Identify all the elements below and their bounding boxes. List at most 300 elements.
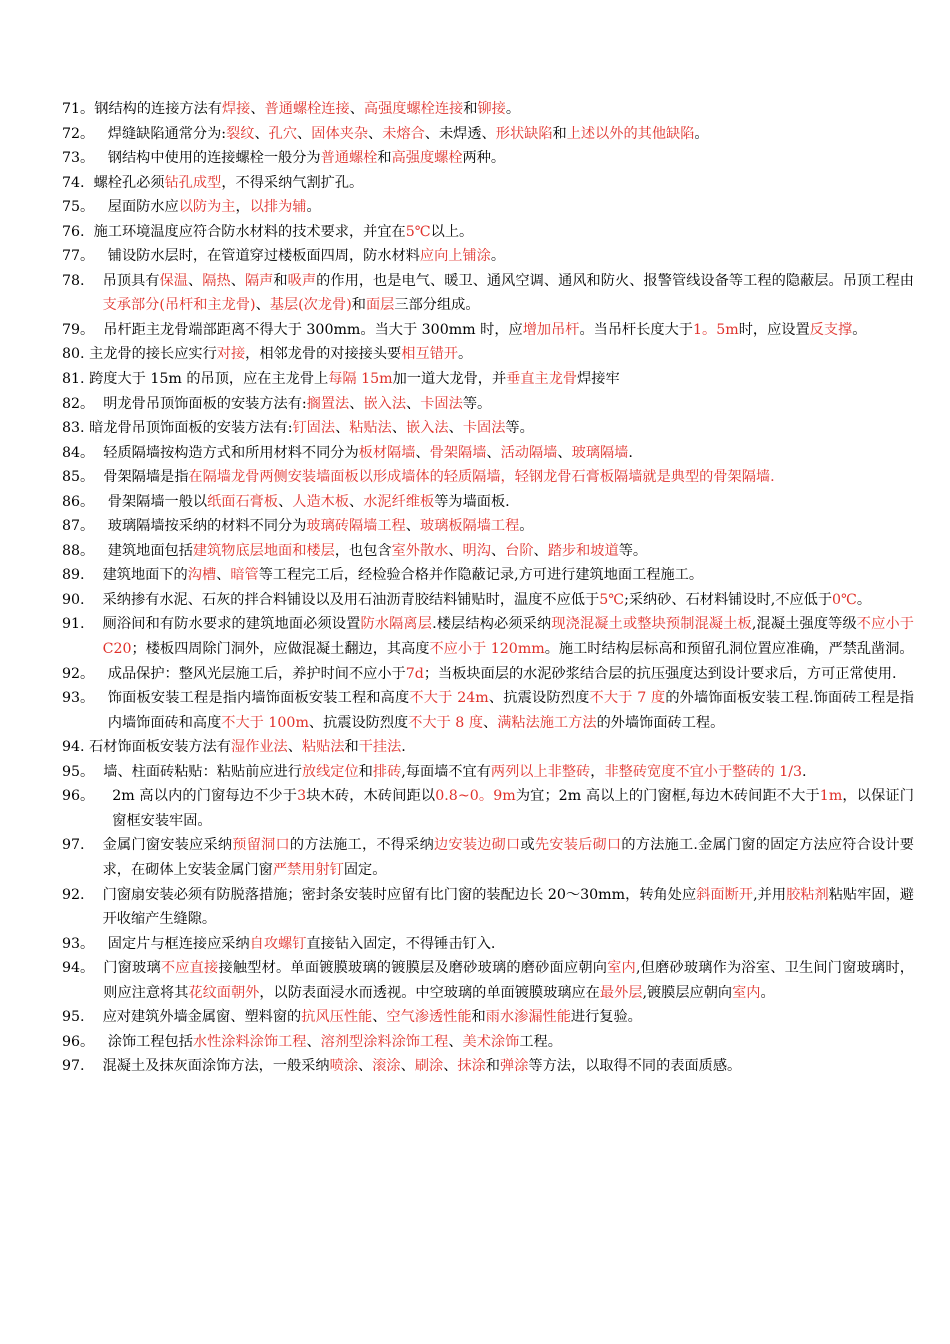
highlighted-term: 沟槽 — [187, 567, 217, 584]
plain-text: 块木砖，木砖间距以 — [306, 788, 436, 805]
plain-text: 轻质隔墙按构造方式和所用材料不同分为 — [103, 444, 359, 461]
plain-text: ,但磨砂玻璃作为浴室、卫生间门窗玻璃时，则应注意将其 — [103, 960, 914, 1001]
plain-text: 、 — [490, 542, 506, 559]
item-text — [103, 1005, 914, 1030]
list-item — [62, 195, 914, 220]
plain-text: 屋面防水应 — [107, 199, 179, 216]
item-number: 82。 — [62, 395, 104, 412]
plain-text: ， — [590, 763, 605, 780]
item-number: 92。 — [62, 665, 108, 682]
plain-text: ,并用 — [753, 886, 787, 903]
list-item — [62, 318, 914, 343]
highlighted-term: 保温 — [159, 272, 189, 289]
highlighted-term: 花纹面朝外 — [188, 984, 260, 1001]
highlighted-term: 明沟 — [462, 542, 491, 559]
highlighted-term: 7d — [405, 665, 424, 682]
plain-text: 主龙骨的接长应实行 — [89, 346, 217, 363]
plain-text: ,每面墙不宜有 — [401, 763, 491, 780]
highlighted-term: 非整砖宽度不宜小于整砖的 1/3 — [604, 763, 803, 780]
highlighted-term: 嵌入法 — [363, 395, 407, 412]
item-number: 78. — [62, 272, 103, 289]
highlighted-term: 1m — [819, 788, 843, 805]
item-text — [112, 784, 914, 833]
plain-text: 、抗震设防烈度 — [308, 714, 409, 731]
plain-text: 厕浴间和有防水要求的建筑地面必须设置 — [102, 616, 361, 633]
plain-text: 和 — [344, 739, 359, 756]
item-text — [108, 195, 914, 220]
highlighted-term: 隔声 — [244, 272, 274, 289]
highlighted-term: 水泥纤维板 — [363, 493, 435, 510]
highlighted-term: 搁置法 — [306, 395, 350, 412]
list-item — [62, 220, 914, 245]
plain-text: 和 — [358, 763, 373, 780]
highlighted-term: 形状缺陷 — [495, 125, 553, 142]
plain-text: 、 — [254, 125, 269, 142]
item-number: 75。 — [62, 199, 108, 216]
highlighted-term: 以防为主 — [178, 199, 236, 216]
plain-text: 等。 — [505, 420, 534, 437]
plain-text: 时，应设置 — [738, 321, 810, 338]
highlighted-term: 未熔合 — [382, 125, 425, 142]
item-number: 84。 — [62, 444, 104, 461]
plain-text: 、 — [443, 1058, 458, 1075]
plain-text: 。施工时结构层标高和预留孔洞位置应准确，严禁乱凿洞。 — [544, 641, 914, 658]
list-item — [62, 539, 914, 564]
plain-text: 建筑地面下的 — [102, 567, 188, 584]
plain-text: 两种。 — [462, 150, 506, 167]
list-item — [62, 514, 914, 539]
highlighted-term: 固体夹杂 — [311, 125, 369, 142]
item-text — [94, 97, 914, 122]
highlighted-term: 相互错开 — [401, 346, 459, 363]
list-item — [62, 563, 914, 588]
plain-text: 焊缝缺陷通常分为: — [107, 125, 227, 142]
item-text — [89, 342, 914, 367]
plain-text: 、 — [448, 542, 463, 559]
item-number: 95。 — [62, 763, 104, 780]
plain-text: .楼层结构必须采纳 — [432, 616, 552, 633]
highlighted-term: 严禁用射钉 — [272, 861, 344, 878]
item-number: 73。 — [62, 150, 108, 167]
item-number: 96。 — [62, 1033, 108, 1050]
list-item — [62, 490, 914, 515]
plain-text: 等。 — [618, 542, 648, 559]
highlighted-term: 吸声 — [287, 272, 317, 289]
item-number: 88。 — [62, 542, 108, 559]
plain-text: 、 — [335, 420, 350, 437]
highlighted-term: 台阶 — [505, 542, 534, 559]
plain-text: 石材饰面板安装方法有 — [89, 739, 231, 756]
plain-text: 、 — [486, 444, 501, 461]
highlighted-term: 预留洞口 — [232, 837, 290, 854]
highlighted-term: 弹涂 — [500, 1058, 529, 1075]
highlighted-term: 不应小于 C20 — [102, 616, 914, 658]
plain-text: 、 — [230, 272, 245, 289]
highlighted-term: 应向上铺涂 — [419, 248, 491, 265]
plain-text: 骨架隔墙是指 — [103, 469, 189, 486]
highlighted-term: 5℃ — [405, 223, 431, 240]
item-text — [103, 1054, 914, 1079]
plain-text: 。 — [505, 101, 521, 117]
list-item — [62, 342, 914, 367]
plain-text: 。 — [519, 518, 534, 535]
highlighted-term: 3 — [297, 788, 307, 805]
plain-text: 等方法，以取得不同的表面质感。 — [528, 1058, 742, 1075]
item-text — [89, 416, 914, 441]
item-text — [108, 539, 914, 564]
plain-text: 涂饰工程包括 — [107, 1033, 193, 1050]
item-number: 86。 — [62, 493, 108, 510]
plain-text: 吊杆距主龙骨端部距离不得大于 300mm。当大于 300mm 时，应 — [103, 321, 523, 338]
plain-text: 、 — [278, 493, 293, 510]
item-number: 85。 — [62, 469, 104, 486]
plain-text: 玻璃隔墙按采纳的材料不同分为 — [107, 518, 307, 535]
item-number: 93。 — [62, 935, 108, 952]
plain-text: 等为墙面板. — [434, 493, 510, 510]
highlighted-term: 踏步和坡道 — [547, 542, 619, 559]
plain-text: 施工环境温度应符合防水材料的技术要求，并宜在 — [93, 223, 406, 240]
item-text — [103, 612, 914, 661]
plain-text: 的作用，也是电气、暖卫、通风空调、通风和防火、报警管线设备等工程的隐蔽层。吊顶工程由 — [316, 272, 914, 289]
plain-text: 和 — [273, 272, 288, 289]
highlighted-term: 垂直主龙骨 — [506, 371, 578, 388]
plain-text: 或 — [520, 837, 535, 854]
highlighted-term: 两列以上非整砖 — [490, 763, 591, 780]
plain-text: 、 — [297, 125, 312, 142]
plain-text: 、 — [448, 420, 463, 437]
plain-text: 、 — [255, 297, 270, 314]
item-text — [108, 146, 914, 171]
highlighted-term: 高强度螺栓 — [391, 150, 463, 167]
highlighted-term: 卡固法 — [420, 395, 463, 412]
highlighted-term: 反支撑 — [809, 321, 853, 338]
plain-text: 接触型材。单面镀膜玻璃的镀膜层及磨砂玻璃的磨砂面应朝向 — [218, 960, 608, 977]
list-item — [62, 662, 914, 687]
item-number: 76. — [62, 223, 94, 240]
highlighted-term: 面层 — [365, 297, 395, 314]
item-number: 95. — [62, 1009, 103, 1026]
plain-text: 、 — [400, 1058, 415, 1075]
plain-text: 为宜；2m 高以上的门窗框,每边木砖间距不大于 — [515, 788, 820, 805]
item-text — [94, 171, 914, 196]
list-item — [62, 784, 914, 833]
item-number: 81. — [62, 371, 90, 388]
plain-text: 、 — [557, 444, 572, 461]
list-item — [62, 97, 914, 122]
plain-text: 和 — [351, 297, 366, 314]
plain-text: . — [401, 739, 406, 756]
highlighted-term: 不大于 7 度 — [589, 690, 666, 707]
highlighted-term: 不大于 24m — [409, 690, 489, 707]
highlighted-term: 室外散水 — [391, 542, 449, 559]
plain-text: 加一道大龙骨，并 — [392, 371, 507, 388]
item-text — [94, 220, 914, 245]
list-item — [62, 932, 914, 957]
item-number: 93。 — [62, 690, 108, 707]
plain-text: 工程。 — [519, 1033, 562, 1050]
plain-text: 、 — [349, 101, 364, 117]
list-item — [62, 269, 914, 318]
plain-text: ，不得采纳气割扩孔。 — [221, 174, 364, 191]
item-number: 92. — [62, 886, 103, 903]
item-text — [103, 318, 914, 343]
item-text — [103, 883, 914, 932]
item-number: 71。 — [62, 101, 95, 117]
plain-text: 焊接牢 — [577, 371, 620, 388]
item-number: 77。 — [62, 248, 108, 265]
highlighted-term: 玻璃隔墙 — [571, 444, 629, 461]
plain-text: 2m 高以内的门窗每边不少于 — [112, 788, 298, 805]
highlighted-term: 不大于 100m — [221, 714, 309, 731]
highlighted-term: 高强度螺栓连接 — [363, 101, 464, 117]
plain-text: 的方法施工.金属门窗的固定方法应符合设计要求，在砌体上安装金属门窗 — [102, 837, 914, 878]
list-item — [62, 833, 914, 882]
plain-text: 门窗扇安装必须有防脱落措施；密封条安装时应留有比门窗的装配边长 20～30mm，转角处应 — [102, 886, 697, 903]
highlighted-term: 孔穴 — [268, 125, 298, 142]
item-number: 91. — [62, 616, 103, 633]
highlighted-term: 刷涂 — [414, 1058, 444, 1075]
plain-text: 、 — [287, 739, 302, 756]
plain-text: 。当吊杆长度大于 — [579, 321, 693, 338]
plain-text: 。 — [852, 321, 867, 338]
item-number: 89. — [62, 567, 103, 584]
highlighted-term: 空气渗透性能 — [386, 1009, 472, 1026]
highlighted-term: 滚涂 — [372, 1058, 401, 1075]
plain-text: . — [802, 763, 807, 780]
highlighted-term: 隔热 — [202, 272, 231, 289]
list-item — [62, 735, 914, 760]
plain-text: 、未焊透、 — [424, 125, 496, 142]
plain-text: 墙、柱面砖粘贴：粘贴前应进行 — [103, 763, 302, 780]
plain-text: ;采纳砂、石材料铺设时,不应低于 — [624, 591, 833, 608]
highlighted-term: 0℃ — [832, 591, 857, 608]
plain-text: 。 — [856, 591, 872, 608]
list-item — [62, 441, 914, 466]
plain-text: 吊顶具有 — [102, 272, 160, 289]
list-item — [62, 465, 914, 490]
highlighted-term: 人造木板 — [292, 493, 350, 510]
plain-text: 明龙骨吊顶饰面板的安装方法有: — [103, 395, 307, 412]
item-text — [108, 932, 914, 957]
highlighted-term: 斜面断开 — [696, 886, 754, 903]
highlighted-term: 焊接 — [221, 101, 251, 117]
plain-text: 、 — [216, 567, 231, 584]
highlighted-term: 干挂法 — [358, 739, 402, 756]
item-text — [103, 441, 914, 466]
highlighted-term: 1。5m — [693, 321, 739, 338]
plain-text: 应对建筑外墙金属窗、塑料窗的 — [102, 1009, 302, 1026]
item-text — [103, 269, 914, 318]
highlighted-term: 不应直接 — [160, 960, 219, 977]
item-number: 72。 — [62, 125, 108, 142]
plain-text: 、 — [405, 518, 420, 535]
highlighted-term: 板材隔墙 — [358, 444, 416, 461]
highlighted-term: 抗风压性能 — [301, 1009, 373, 1026]
highlighted-term: 玻璃板隔墙工程 — [419, 518, 520, 535]
highlighted-term: 活动隔墙 — [500, 444, 558, 461]
plain-text: 和 — [463, 101, 478, 117]
highlighted-term: 钻孔成型 — [164, 174, 222, 191]
plain-text: 采纳掺有水泥、石灰的拌合料铺设以及用石油沥青胶结料铺贴时，温度不应低于 — [102, 591, 600, 608]
item-text — [108, 244, 914, 269]
item-text — [108, 490, 914, 515]
list-item — [62, 612, 914, 661]
highlighted-term: 先安装后砌口 — [534, 837, 622, 854]
item-number: 90. — [62, 591, 103, 608]
highlighted-term: 室内 — [732, 984, 761, 1001]
list-item — [62, 392, 914, 417]
plain-text: 等工程完工后，经检验合格并作隐蔽记录,方可进行建筑地面工程施工。 — [258, 567, 704, 584]
list-item — [62, 686, 914, 735]
item-text — [103, 588, 914, 613]
plain-text: 铺设防水层时，在管道穿过楼板面四周，防水材料 — [107, 248, 420, 265]
list-item — [62, 588, 914, 613]
plain-text: 、 — [448, 1033, 463, 1050]
plain-text: 。 — [760, 984, 775, 1001]
highlighted-term: 铆接 — [477, 101, 506, 117]
plain-text: ,混凝土强度等级 — [751, 616, 857, 633]
plain-text: 、 — [483, 714, 498, 731]
plain-text: ；当板块面层的水泥砂浆结合层的抗压强度达到设计要求后，方可正常使用. — [423, 665, 897, 682]
plain-text: 。 — [306, 199, 321, 216]
highlighted-term: 建筑物底层地面和楼层 — [192, 542, 335, 559]
plain-text: 、 — [306, 1033, 321, 1050]
highlighted-term: 每隔 15m — [328, 371, 393, 388]
item-text — [103, 392, 914, 417]
item-number: 87。 — [62, 518, 108, 535]
plain-text: 等。 — [462, 395, 492, 412]
plain-text: ，相邻龙骨的对接接头要 — [245, 346, 402, 363]
plain-text: 螺栓孔必须 — [93, 174, 165, 191]
list-item — [62, 956, 914, 1005]
item-number: 74. — [62, 174, 94, 191]
item-text — [108, 686, 914, 735]
plain-text: ， — [235, 199, 250, 216]
list-item — [62, 244, 914, 269]
highlighted-term: 在隔墙龙骨两侧安装墙面板以形成墙体的轻质隔墙，轻钢龙骨石膏板隔墙就是典型的骨架隔墙. — [188, 469, 775, 486]
item-number: 83. — [62, 420, 90, 437]
plain-text: 和 — [471, 1009, 486, 1026]
list-item — [62, 171, 914, 196]
plain-text: 钢结构中使用的连接螺栓一般分为 — [107, 150, 321, 167]
plain-text: 。 — [694, 125, 709, 142]
plain-text: 和 — [485, 1058, 500, 1075]
highlighted-term: 纸面石膏板 — [207, 493, 279, 510]
plain-text: 骨架隔墙一般以 — [107, 493, 208, 510]
plain-text: 三部分组成。 — [394, 297, 480, 314]
highlighted-term: 普通螺栓 — [320, 150, 378, 167]
highlighted-term: 普通螺栓连接 — [264, 101, 350, 117]
item-text — [103, 760, 914, 785]
highlighted-term: 放线定位 — [301, 763, 359, 780]
highlighted-term: 粘贴法 — [349, 420, 392, 437]
plain-text: 成品保护：整风光层施工后，养护时间不应小于 — [107, 665, 406, 682]
plain-text: 、 — [391, 420, 407, 437]
item-number: 96。 — [62, 788, 113, 805]
plain-text: 固定片与框连接应采纳 — [107, 935, 250, 952]
highlighted-term: 钉固法 — [292, 420, 336, 437]
plain-text: 和 — [377, 150, 392, 167]
highlighted-term: 溶剂型涂料涂饰工程 — [320, 1033, 449, 1050]
list-item — [62, 122, 914, 147]
plain-text: 、 — [188, 272, 203, 289]
item-text — [108, 514, 914, 539]
plain-text: 的外墙饰面板安装工程.饰面砖工程是指内墙饰面砖和高度 — [107, 690, 914, 731]
highlighted-term: 支承部分(吊杆和主龙骨) — [102, 297, 256, 314]
highlighted-term: 对接 — [216, 346, 246, 363]
highlighted-term: 水性涂料涂饰工程 — [192, 1033, 307, 1050]
highlighted-term: 裂纹 — [226, 125, 255, 142]
list-item — [62, 1030, 914, 1055]
plain-text: 的方法施工，不得采纳 — [289, 837, 434, 854]
plain-text: 固定。 — [343, 861, 387, 878]
item-number: 94. — [62, 739, 90, 756]
highlighted-term: 不大于 8 度 — [408, 714, 484, 731]
plain-text: ，以保证门窗框安装牢固。 — [112, 788, 914, 829]
highlighted-term: 满粘法施工方法 — [497, 714, 597, 731]
item-text — [108, 122, 914, 147]
item-text — [103, 956, 914, 1005]
plain-text: 进行复验。 — [570, 1009, 642, 1026]
plain-text: 、 — [415, 444, 430, 461]
plain-text: 和 — [552, 125, 567, 142]
list-item — [62, 367, 914, 392]
plain-text: 、 — [349, 493, 364, 510]
highlighted-term: 雨水渗漏性能 — [485, 1009, 571, 1026]
plain-text: ,镀膜层应朝向 — [642, 984, 733, 1001]
list-item — [62, 1005, 914, 1030]
plain-text: 。 — [490, 248, 506, 265]
highlighted-term: 自攻螺钉 — [249, 935, 307, 952]
plain-text: 、 — [533, 542, 548, 559]
item-text — [103, 563, 914, 588]
plain-text: 饰面板安装工程是指内墙饰面板安装工程和高度 — [107, 690, 410, 707]
item-text — [89, 367, 914, 392]
plain-text: 的外墙饰面砖工程。 — [596, 714, 725, 731]
highlighted-term: 粘贴法 — [301, 739, 345, 756]
highlighted-term: 卡固法 — [462, 420, 506, 437]
plain-text: 直接钻入固定，不得锤击钉入. — [306, 935, 496, 952]
item-number: 80. — [62, 346, 90, 363]
item-text — [108, 662, 914, 687]
plain-text: ，以防表面浸水而透视。中空玻璃的单面镀膜玻璃应在 — [259, 984, 600, 1001]
plain-text: 以上。 — [430, 223, 474, 240]
highlighted-term: 5℃ — [599, 591, 625, 608]
highlighted-term: 以排为辅 — [249, 199, 307, 216]
item-text — [103, 833, 914, 882]
item-number: 97. — [62, 837, 103, 854]
item-text — [103, 465, 914, 490]
highlighted-term: 防水隔离层 — [360, 616, 433, 633]
plain-text: 门窗玻璃 — [103, 960, 161, 977]
plain-text: 建筑地面包括 — [107, 542, 193, 559]
list-item — [62, 416, 914, 441]
plain-text: 、 — [358, 1058, 373, 1075]
highlighted-term: 增加吊杆 — [522, 321, 580, 338]
plain-text: 混凝土及抹灰面涂饰方法，一般采纳 — [102, 1058, 330, 1075]
plain-text: ；楼板四周除门洞外，应做混凝土翻边，其高度 — [131, 641, 430, 658]
highlighted-term: 喷涂 — [329, 1058, 359, 1075]
plain-text: 跨度大于 15m 的吊顶，应在主龙骨上 — [89, 371, 329, 388]
list-item — [62, 760, 914, 785]
highlighted-term: 基层(次龙骨) — [269, 297, 352, 314]
highlighted-term: 上述以外的其他缺陷 — [566, 125, 695, 142]
plain-text: 粘贴牢固，避开收缩产生缝隙。 — [102, 886, 914, 928]
plain-text: ，也包含 — [334, 542, 392, 559]
list-item — [62, 1054, 914, 1079]
item-text — [89, 735, 914, 760]
highlighted-term: 现浇混凝土或整块预制混凝土板 — [551, 616, 752, 633]
